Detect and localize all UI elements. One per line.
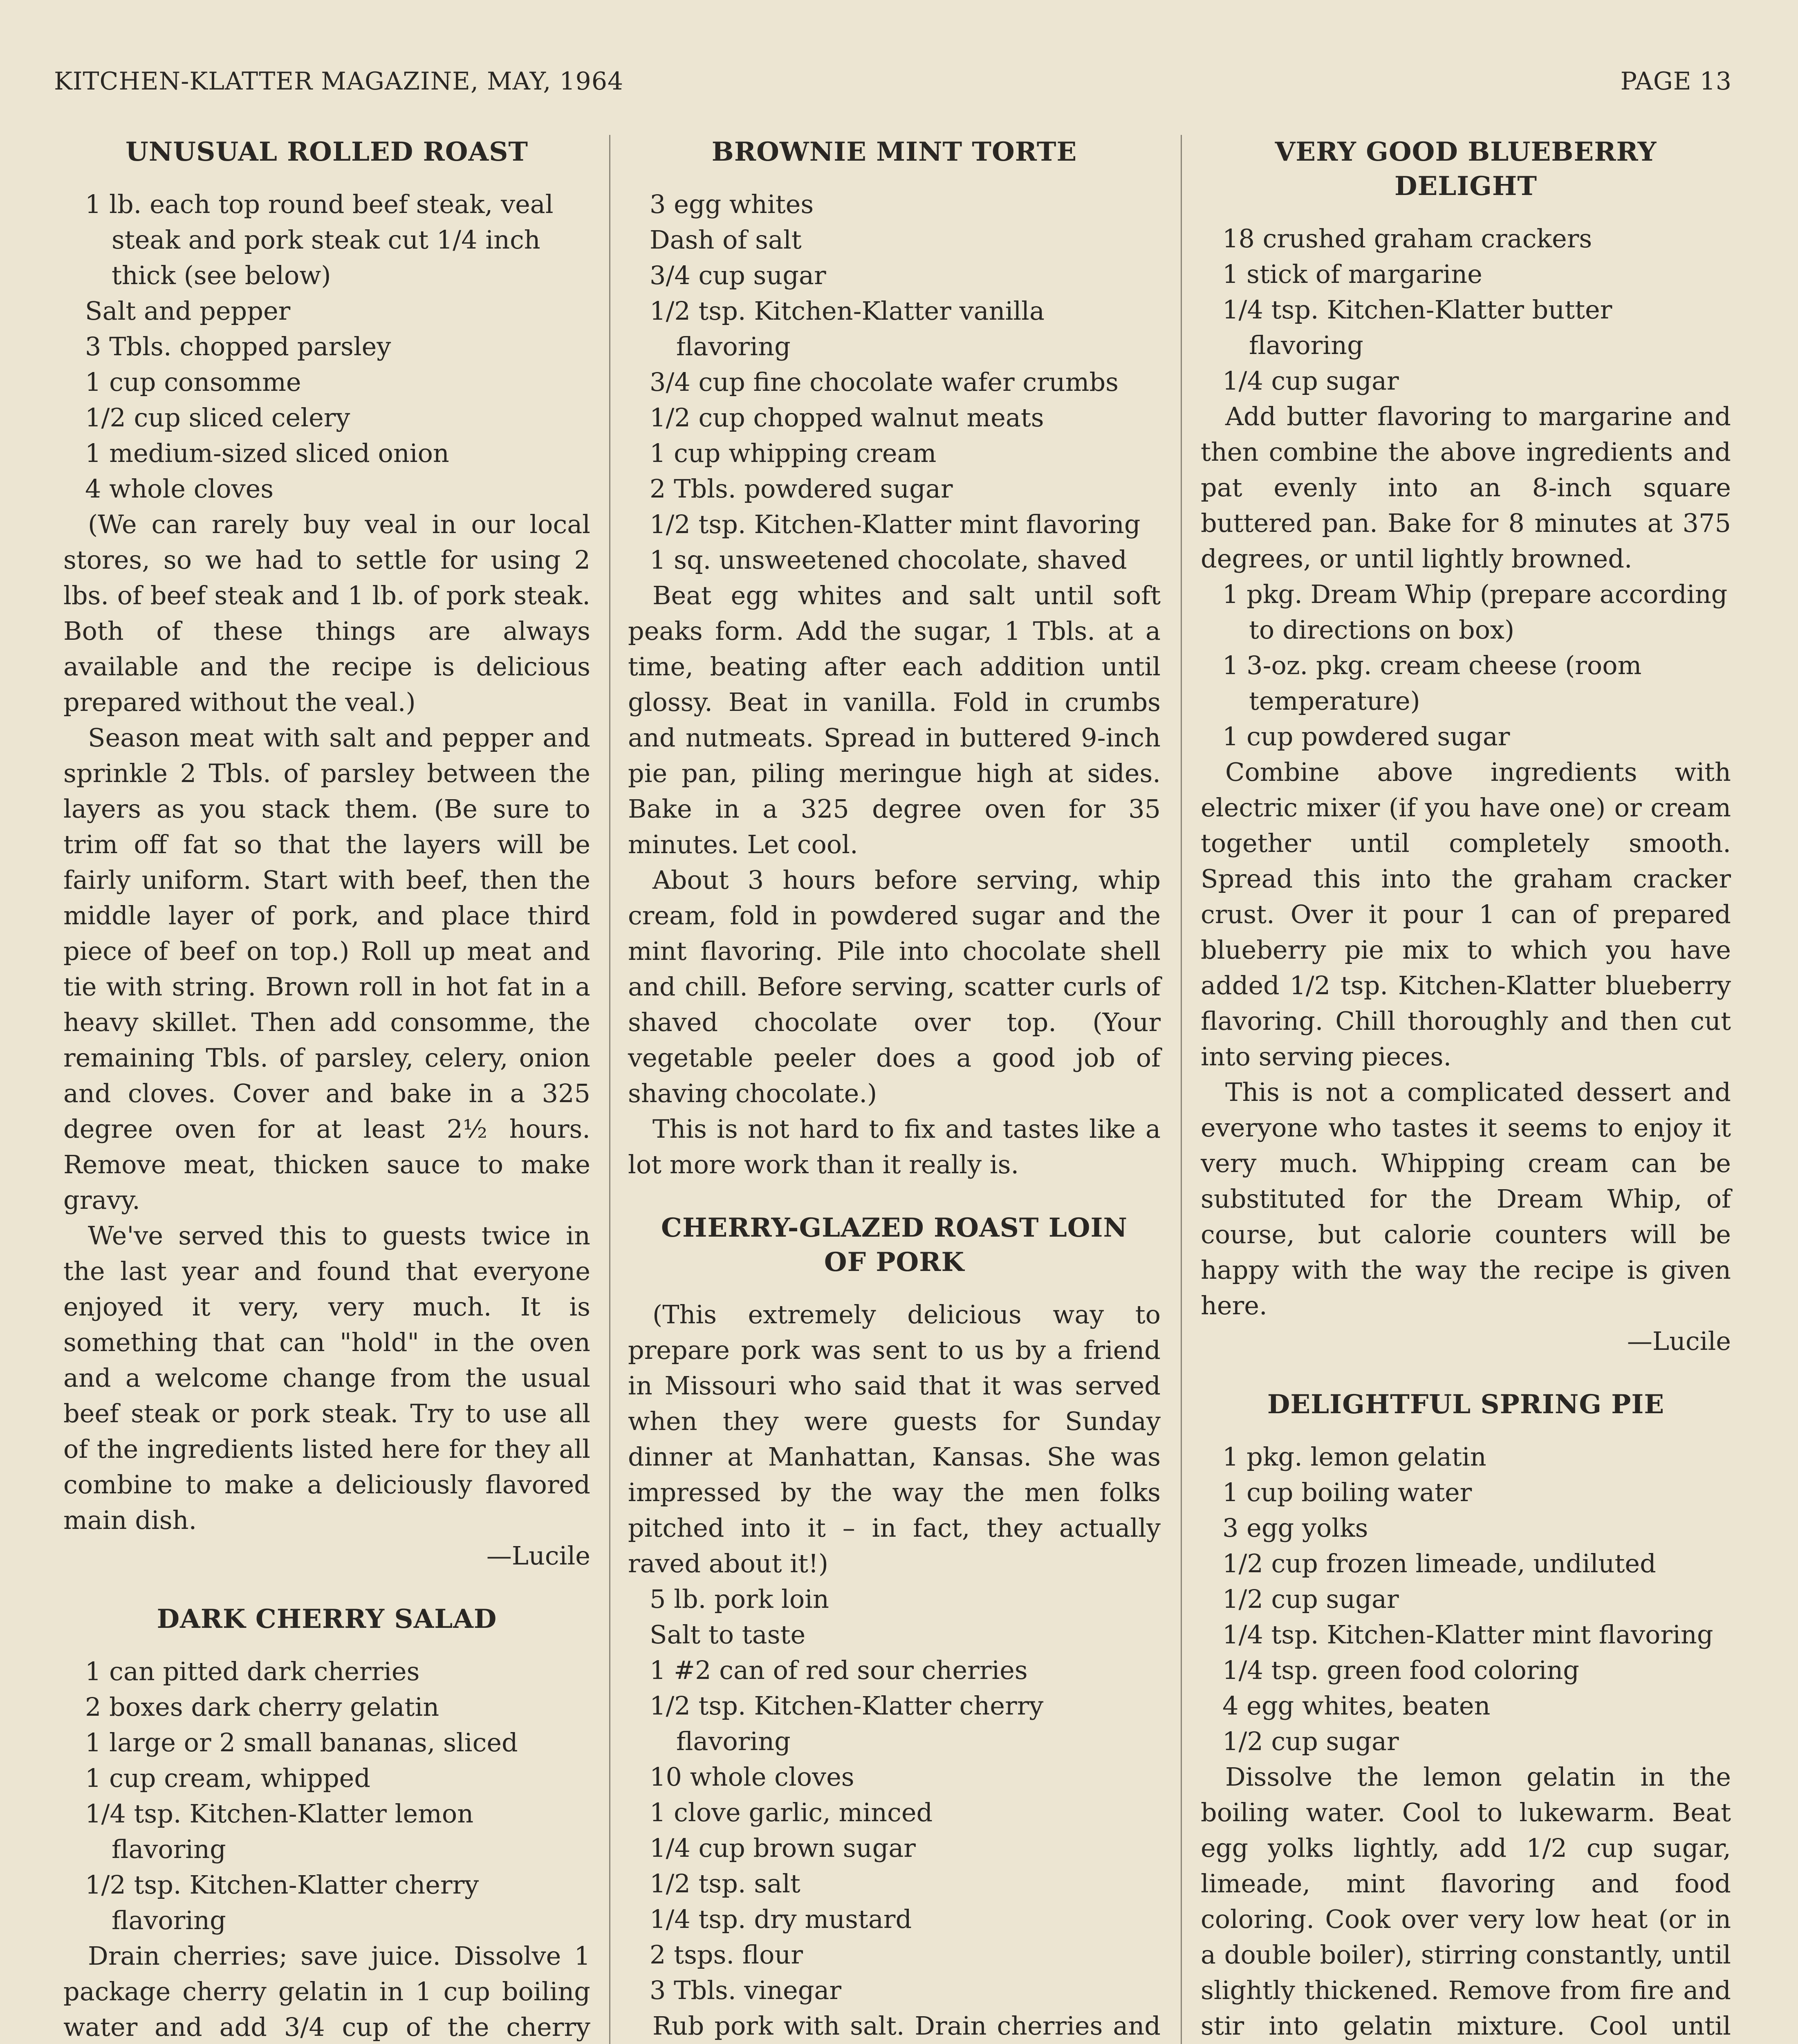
ingredient: 5 lb. pork loin [650,1584,829,1614]
recipe-paragraph: This is not a complicated dessert and everyone who tastes it seems to enjoy it very much. Whipping cream can be substituted for the Dream Whip, of course, but calorie counters will be happy with the way the recipe is given here. [1201,1077,1731,1320]
recipe-paragraph: We've served this to guests twice in the last year and found that everyone enjoyed it very, very much. It is something that can "hold" in the oven and a welcome change from the usual beef steak or pork steak. Try to use all of the ingredients listed here for they all combine to make a deliciously flavored main dish. [63,1221,590,1535]
ingredient: 1/4 cup brown sugar [650,1833,916,1863]
column-divider [1181,135,1182,2044]
ingredient: 1 can pitted dark cherries [85,1656,420,1686]
ingredient: 1/4 tsp. Kitchen-Klatter butter flavoring [1222,295,1612,360]
ingredient: 4 egg whites, beaten [1222,1691,1491,1721]
ingredient: Dash of salt [650,225,802,255]
ingredient: 1 3-oz. pkg. cream cheese (room temperature) [1222,650,1642,716]
magazine-title: KITCHEN-KLATTER MAGAZINE, MAY, 1964 [54,67,624,96]
ingredient: 1/2 cup sugar [1222,1726,1399,1756]
ingredient: 1 lb. each top round beef steak, veal steak and pork steak cut 1/4 inch thick (see below) [85,189,554,290]
recipe-paragraph: Drain cherries; save juice. Dissolve 1 package cherry gelatin in 1 cup boiling water and add 3/4 cup of the cherry [63,1941,590,2042]
recipe-paragraph: Combine above ingredients with electric mixer (if you have one) or cream together until completely smooth. Spread this into the graham cracker crust. Over it pour 1 can of prepared blueberry pie mix to which you have added 1/2 tsp. Kitchen-Klatter blueberry flavoring. Chill thoroughly and then cut into serving pieces. [1201,757,1731,1071]
recipe-title: DARK CHERRY SALAD [157,1604,497,1634]
ingredient: 1/2 cup chopped walnut meats [650,403,1044,433]
recipe-title: VERY GOOD BLUEBERRY DELIGHT [1275,137,1657,202]
ingredient: 1/2 cup sliced celery [85,403,350,433]
ingredient: 1/4 tsp. Kitchen-Klatter mint flavoring [1222,1620,1713,1650]
ingredient: 1 clove garlic, minced [650,1797,933,1827]
ingredient: Salt and pepper [85,296,291,326]
ingredient: 1 cup cream, whipped [85,1763,371,1793]
recipe-unusual-rolled-roast [63,135,590,1573]
ingredient: 1/2 tsp. salt [650,1869,800,1898]
column-3 [1201,135,1731,2044]
ingredient: 1/2 tsp. Kitchen-Klatter vanilla flavoring [650,296,1045,361]
ingredient: 2 tsps. flour [650,1940,803,1970]
ingredient: 10 whole cloves [650,1762,854,1792]
ingredient: 4 whole cloves [85,474,274,504]
ingredient: Salt to taste [650,1620,806,1650]
recipe-title: BROWNIE MINT TORTE [711,137,1077,167]
recipe-paragraph: Beat egg whites and salt until soft peaks form. Add the sugar, 1 Tbls. at a time, beating after each addition until glossy. Beat in vanilla. Fold in crumbs and nutmeats. Spread in buttered 9-inch pie pan, piling meringue high at sides. Bake in a 325 degree oven for 35 minutes. Let cool. [628,580,1161,859]
ingredient: 18 crushed graham crackers [1222,224,1592,253]
ingredient: 1 pkg. Dream Whip (prepare according to directions on box) [1222,579,1728,645]
ingredient: 1 large or 2 small bananas, sliced [85,1728,518,1757]
ingredient: 3 Tbls. vinegar [650,1975,842,2005]
ingredient: 1/2 tsp. Kitchen-Klatter cherry flavoring [650,1691,1044,1756]
recipe-cherry-glazed-pork [628,1211,1161,2044]
recipe-paragraph: About 3 hours before serving, whip cream, fold in powdered sugar and the mint flavoring. Pile into chocolate shell and chill. Before serving, scatter curls of shaved chocolate over top. (Your vegetable peeler does a good job of shaving chocolate.) [628,865,1161,1108]
ingredient: 1 cup whipping cream [650,438,937,468]
recipe-title: DELIGHTFUL SPRING PIE [1267,1389,1665,1420]
ingredient: 1/4 cup sugar [1222,366,1399,396]
ingredient: 1/4 tsp. Kitchen-Klatter lemon flavoring [85,1799,474,1864]
recipe-paragraph: Rub pork with salt. Drain cherries and [652,2011,1161,2041]
ingredient: 1 sq. unsweetened chocolate, shaved [650,545,1127,575]
page-header [54,67,1732,100]
ingredient: 3/4 cup fine chocolate wafer crumbs [650,367,1119,397]
ingredient: 1 cup boiling water [1222,1477,1472,1507]
ingredient: 3 Tbls. chopped parsley [85,332,391,361]
recipe-paragraph: (We can rarely buy veal in our local stores, so we had to settle for using 2 lbs. of beef steak and 1 lb. of pork steak. Both of these things are always available and the recipe is delicious prepared without the veal.) [63,509,590,717]
ingredient: 1/2 tsp. Kitchen-Klatter mint flavoring [650,509,1141,539]
recipe-title: UNUSUAL ROLLED ROAST [125,137,529,167]
recipe-spring-pie [1201,1387,1731,2044]
ingredient: 1 pkg. lemon gelatin [1222,1442,1486,1472]
recipe-paragraph: Dissolve the lemon gelatin in the boiling water. Cool to lukewarm. Beat egg yolks lightly, add 1/2 cup sugar, limeade, mint flavoring and food coloring. Cook over very low heat (or in a double boiler), stirring constantly, until slightly thickened. Remove from fire and stir into gelatin mixture. Cool until [1201,1762,1731,2041]
recipe-signature: —Lucile [1627,1326,1731,1356]
ingredient: 3 egg whites [650,189,814,219]
recipe-paragraph: Season meat with salt and pepper and sprinkle 2 Tbls. of parsley between the layers as you stack them. (Be sure to trim off fat so that the layers will be fairly uniform. Start with beef, then the middle layer of pork, and place third piece of beef on top.) Roll up meat and tie with string. Brown roll in hot fat in a heavy skillet. Then add consomme, the remaining Tbls. of parsley, celery, onion and cloves. Cover and bake in a 325 degree oven for at least 2½ hours. Remove meat, thicken sauce to make gravy. [63,723,590,1215]
column-2 [628,135,1161,2044]
recipe-title: CHERRY-GLAZED ROAST LOIN OF PORK [661,1213,1128,1278]
column-divider [609,135,610,2044]
ingredient: 1 cup powdered sugar [1222,722,1510,751]
page-number: PAGE 13 [1620,67,1732,96]
ingredient: 1 stick of margarine [1222,259,1482,289]
ingredient: 3 egg yolks [1222,1513,1368,1543]
ingredient: 1/4 tsp. dry mustard [650,1904,912,1934]
ingredient: 1 medium-sized sliced onion [85,438,449,468]
recipe-signature: —Lucile [486,1541,590,1571]
ingredient: 1/4 tsp. green food coloring [1222,1655,1579,1685]
column-1 [63,135,590,2044]
ingredient: 1/2 tsp. Kitchen-Klatter cherry flavoring [85,1870,479,1935]
ingredient: 1 cup consomme [85,367,301,397]
ingredient: 1/2 cup sugar [1222,1584,1399,1614]
recipe-blueberry-delight [1201,135,1731,1359]
ingredient: 2 boxes dark cherry gelatin [85,1692,439,1722]
recipe-paragraph: This is not hard to fix and tastes like a lot more work than it really is. [628,1114,1161,1179]
recipe-dark-cherry-salad [63,1602,590,2044]
recipe-paragraph: Add butter flavoring to margarine and then combine the above ingredients and pat evenly into an 8-inch square buttered pan. Bake for 8 minutes at 375 degrees, or until lightly browned. [1201,401,1731,574]
ingredient: 3/4 cup sugar [650,260,826,290]
ingredient: 2 Tbls. powdered sugar [650,474,953,504]
recipe-brownie-mint-torte [628,135,1161,1182]
recipe-intro: (This extremely delicious way to prepare pork was sent to us by a friend in Missouri who said that it was served when they were guests for Sunday dinner at Manhattan, Kansas. She was impressed by the way the men folks pitched into it – in fact, they actually raved about it!) [628,1300,1161,1578]
ingredient: 1/2 cup frozen limeade, undiluted [1222,1549,1656,1578]
ingredient: 1 #2 can of red sour cherries [650,1655,1028,1685]
